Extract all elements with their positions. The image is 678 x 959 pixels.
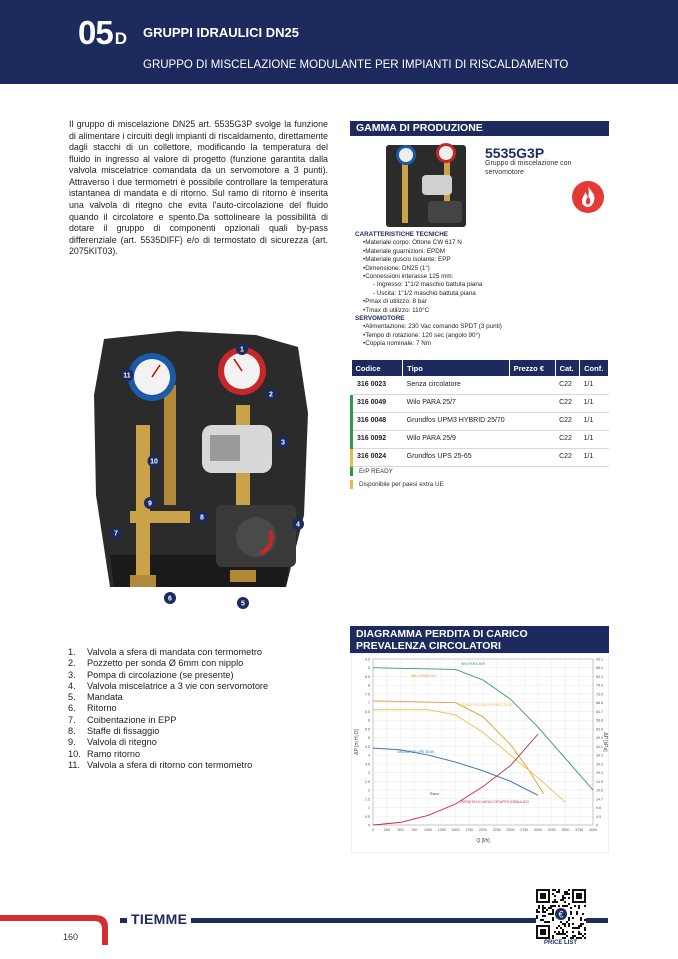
legend-text: Valvola di ritegno (87, 737, 157, 748)
page-title: GRUPPI IDRAULICI DN25 (143, 25, 300, 40)
spec-item: - Uscita: 1"1/2 maschio battuta piana (355, 290, 605, 298)
cell-conf: 1/1 (580, 430, 609, 448)
y-tick-label: 2 (368, 788, 370, 793)
spec-item: • Materiale guarnizioni: EPDM (355, 248, 605, 256)
cell-tipo: Grundfos UPS 25-65 (403, 448, 509, 466)
y-tick-label: 6.5 (365, 709, 370, 714)
x-tick-label: 1250 (437, 828, 446, 832)
cell-codice: 316 0092 (352, 430, 403, 448)
y2-tick-label: 29.4 (596, 771, 603, 776)
y2-tick-label: 53.9 (596, 727, 603, 732)
cell-cat: C22 (555, 430, 580, 448)
cell-prezzo (509, 448, 555, 466)
legend-item (68, 749, 268, 760)
y2-tick-label: 49.0 (596, 736, 603, 741)
x-tick-label: 2750 (520, 828, 529, 832)
x-tick-label: 2000 (479, 828, 487, 832)
cell-prezzo (509, 376, 555, 394)
legend-item (68, 703, 268, 714)
product-thumbnail (376, 141, 476, 229)
legend-item (68, 670, 268, 681)
cell-cat: C22 (555, 412, 580, 430)
x-tick-label: 4000 (589, 828, 597, 832)
x-tick-label: 3250 (547, 828, 556, 832)
x-tick-label: 1750 (465, 828, 474, 832)
legend-number: 4. (68, 680, 76, 691)
heating-flame-icon (572, 181, 604, 213)
cell-tipo: Grundfos UPM3 HYBRID 25/70 (403, 412, 509, 430)
y2-tick-label: 39.2 (596, 753, 603, 758)
legend-number: 7. (68, 714, 76, 725)
series-label: PERDITA DI CARICO GRUPPO IDRAULICO (461, 800, 529, 804)
y-tick-label: 1.5 (365, 797, 370, 802)
x-tick-label: 3750 (575, 828, 584, 832)
table-row (352, 430, 609, 448)
legend-item (68, 647, 268, 658)
product-table (350, 360, 609, 467)
legend-number: 5. (68, 692, 76, 703)
col-codice: Codice (352, 360, 403, 376)
legend-number: 2. (68, 658, 76, 669)
y-tick-label: 8 (368, 683, 370, 688)
legend-text: Ritorno (87, 703, 117, 714)
x-axis-label: Q [l/h] (476, 838, 490, 844)
intro-paragraph: Il gruppo di miscelazione DN25 art. 5535G3P svolge la funzione di alimentare i circuiti degli impianti di riscaldamento, direttamente dagli stacchi di un collettore, modificando la temperatura del fluido in ingresso al valore di progetto (funzione garantita dalla valvola miscelatrice comandata da un servomotore a 3 punti). Attraverso i due termometri è possibile controllare la temperatura istantanea di mandata e di ritorno. Sul ramo di ritorno è inserita una valvola di ritegno che evita l'auto-circolazione del fluido quando il circolatore e spento.Da sottolineare la possibilità di dotare il gruppo di componenti opzionali quali by-pass differenziale (art. 5535DIFF) e/o di termostato di sicurezza (art. 2075KIT03). (69, 119, 328, 257)
legend-text: Coibentazione in EPP (87, 714, 177, 725)
y-tick-label: 0.5 (365, 814, 370, 819)
servo-item: • Alimentazione: 230 Vac comando SPDT (3 punti) (355, 323, 605, 331)
y2-tick-label: 83.3 (596, 674, 603, 679)
y-tick-label: 3.5 (365, 762, 370, 767)
spec-item: - Ingresso: 1"1/2 maschio battuta piana (355, 281, 605, 289)
x-tick-label: 1500 (451, 828, 460, 832)
series-label: GRUNDFOS UPM3 HYBRID 25/70 (459, 703, 512, 707)
legend-number: 8. (68, 726, 76, 737)
photo-callout: 5 (241, 600, 245, 608)
legend-item (68, 726, 268, 737)
servo-heading: SERVOMOTORE (355, 315, 405, 323)
section-number: 05 D (78, 14, 126, 51)
y-tick-label: 2.5 (365, 779, 370, 784)
legend-number: 9. (68, 737, 76, 748)
y2-tick-label: 24.5 (596, 779, 603, 784)
chart-heading-line1: DIAGRAMMA PERDITA DI CARICO (356, 628, 528, 640)
col-prezzo: Prezzo € (509, 360, 555, 376)
x-tick-label: 0 (372, 828, 374, 832)
photo-callout: 9 (148, 500, 152, 508)
y2-tick-label: 88.2 (596, 666, 603, 671)
price-list-label: PRICE LIST (544, 940, 578, 946)
legend-number: 11. (68, 759, 81, 770)
y-tick-label: 0 (368, 823, 370, 828)
x-tick-label: 2250 (492, 828, 501, 832)
footer-rule (120, 918, 608, 923)
cell-codice: 316 0049 (352, 394, 403, 412)
specs-heading: CARATTERISTICHE TECNICHE (355, 231, 448, 238)
spec-item: • Materiale guscio isolante: EPP (355, 256, 605, 264)
legend-number: 1. (68, 647, 76, 657)
series-label: WILO PARA 25/7 (411, 674, 437, 678)
cell-conf: 1/1 (580, 412, 609, 430)
x-tick-label: 3500 (561, 828, 570, 832)
qr-code-icon[interactable] (536, 889, 586, 939)
section-suffix: D (114, 29, 126, 48)
spec-item: • Materiale corpo: Ottone CW 617 N (355, 239, 605, 247)
component-legend (68, 647, 268, 771)
legend-item (68, 715, 268, 726)
cell-codice: 316 0024 (352, 448, 403, 466)
col-conf: Conf. (580, 360, 609, 376)
legend-text: Valvola a sfera di mandata con termometro (87, 647, 262, 657)
legend-text: Staffe di fissaggio (87, 726, 160, 737)
chart-annotation: Ramo (430, 792, 440, 796)
product-description: Gruppo di miscelazione con servomotore (485, 160, 572, 176)
cell-cat: C22 (555, 394, 580, 412)
y2-tick-label: 14.7 (596, 797, 603, 802)
y-tick-label: 5.5 (365, 727, 370, 732)
y-axis-label: ΔP [m H₂O] (354, 729, 360, 755)
spec-item: • Pmax di utilizzo: 8 bar (355, 298, 605, 306)
spec-item: • Connessioni interasse 125 mm: (355, 273, 605, 281)
header-band (0, 0, 678, 84)
legend-item (68, 737, 268, 748)
technical-specs (355, 231, 605, 349)
product-code: 5535G3P (485, 145, 545, 161)
cell-prezzo (509, 412, 555, 430)
cell-cat: C22 (555, 448, 580, 466)
photo-callout: 6 (168, 595, 172, 603)
table-row (352, 412, 609, 430)
legend-item (68, 681, 268, 692)
y-tick-label: 7.5 (365, 692, 370, 697)
y2-tick-label: 4.9 (596, 814, 601, 819)
cell-codice: 316 0048 (352, 412, 403, 430)
table-header-row (352, 360, 609, 376)
photo-callout: 7 (114, 530, 118, 538)
legend-text: Pompa di circolazione (se presente) (87, 669, 234, 680)
photo-callout: 1 (240, 346, 244, 354)
x-tick-label: 250 (383, 828, 390, 832)
y2-tick-label: 93.1 (596, 657, 603, 662)
y-tick-label: 1 (368, 806, 370, 811)
series-label: Wilo PARA 25/9 (461, 662, 485, 666)
legend-item (68, 692, 268, 703)
cell-cat: C22 (555, 376, 580, 394)
y-tick-label: 8.5 (365, 674, 370, 679)
table-row (352, 394, 609, 412)
x-tick-label: 3000 (534, 828, 542, 832)
y2-tick-label: 78.4 (596, 683, 603, 688)
photo-callout: 3 (281, 439, 285, 447)
y2-tick-label: 63.7 (596, 709, 603, 714)
spec-item: • Dimensione: DN25 (1") (355, 265, 605, 273)
table-row (352, 376, 609, 394)
spec-item: • Tmax di utilizzo: 110°C (355, 307, 605, 315)
cell-tipo: Senza circolatore (403, 376, 509, 394)
y-tick-label: 9 (368, 666, 370, 671)
legend-text: Valvola a sfera di ritorno con termometro (87, 759, 253, 770)
y-tick-label: 5 (368, 736, 370, 741)
qr-euro-label: € (558, 909, 564, 920)
x-tick-label: 2500 (506, 828, 515, 832)
legend-number: 10. (68, 748, 81, 759)
y-tick-label: 7 (368, 701, 370, 706)
y2-tick-label: 0 (596, 823, 598, 828)
chart-heading (350, 626, 609, 653)
y2-tick-label: 73.5 (596, 692, 603, 697)
series-label: GRUNDFOS UPS 25-65 (397, 750, 434, 754)
x-tick-label: 500 (397, 828, 404, 832)
legend-text: Pozzetto per sonda Ø 6mm con nipplo (87, 658, 244, 669)
cell-codice: 316 0023 (352, 376, 403, 394)
brand-logo: TIEMME (127, 911, 191, 927)
extra-ue-note: Disponibile per paesi extra UE (350, 480, 444, 489)
chart-heading-line2: PREVALENZA CIRCOLATORI (356, 640, 501, 652)
page-subtitle: GRUPPO DI MISCELAZIONE MODULANTE PER IMPIANTI DI RISCALDAMENTO (143, 59, 569, 71)
y-tick-label: 4 (368, 753, 370, 758)
cell-conf: 1/1 (580, 376, 609, 394)
y2-axis-label: ΔP [kPa] (602, 732, 608, 752)
y2-tick-label: 68.6 (596, 701, 603, 706)
legend-item (68, 658, 268, 669)
y2-tick-label: 44.1 (596, 744, 603, 749)
servo-item: • Coppia nominale: 7 Nm (355, 340, 605, 348)
col-tipo: Tipo (403, 360, 509, 376)
legend-number: 3. (68, 669, 76, 680)
legend-text: Mandata (87, 692, 123, 703)
table-row (352, 448, 609, 466)
cell-tipo: Wilo PARA 25/7 (403, 394, 509, 412)
legend-item (68, 760, 268, 771)
col-cat: Cat. (555, 360, 580, 376)
photo-callout: 11 (123, 372, 131, 380)
x-tick-label: 750 (411, 828, 418, 832)
legend-text: Valvola miscelatrice a 3 vie con servomotore (87, 680, 269, 691)
y2-tick-label: 58.8 (596, 718, 603, 723)
legend-text: Ramo ritorno (87, 748, 141, 759)
y2-tick-label: 34.3 (596, 762, 603, 767)
y2-tick-label: 19.6 (596, 788, 603, 793)
cell-conf: 1/1 (580, 394, 609, 412)
cell-conf: 1/1 (580, 448, 609, 466)
y-tick-label: 6 (368, 718, 370, 723)
y2-tick-label: 9.8 (596, 806, 601, 811)
erp-ready-note: ErP READY (350, 467, 393, 476)
pressure-drop-chart (351, 653, 609, 853)
cell-prezzo (509, 430, 555, 448)
y-tick-label: 9.5 (365, 657, 370, 662)
y-tick-label: 3 (368, 771, 370, 776)
servo-item: • Tempo di rotazione: 120 sec (angolo 90°) (355, 332, 605, 340)
cell-tipo: Wilo PARA 25/9 (403, 430, 509, 448)
photo-callout: 8 (200, 514, 204, 522)
production-heading: GAMMA DI PRODUZIONE (350, 121, 609, 136)
photo-callout: 10 (150, 458, 158, 466)
cell-prezzo (509, 394, 555, 412)
y-tick-label: 4.5 (365, 744, 370, 749)
photo-callout: 2 (269, 391, 273, 399)
x-tick-label: 1000 (424, 828, 432, 832)
legend-number: 6. (68, 703, 76, 714)
photo-callout: 4 (296, 521, 300, 529)
page-number: 160 (63, 932, 79, 942)
product-photo (90, 325, 316, 610)
